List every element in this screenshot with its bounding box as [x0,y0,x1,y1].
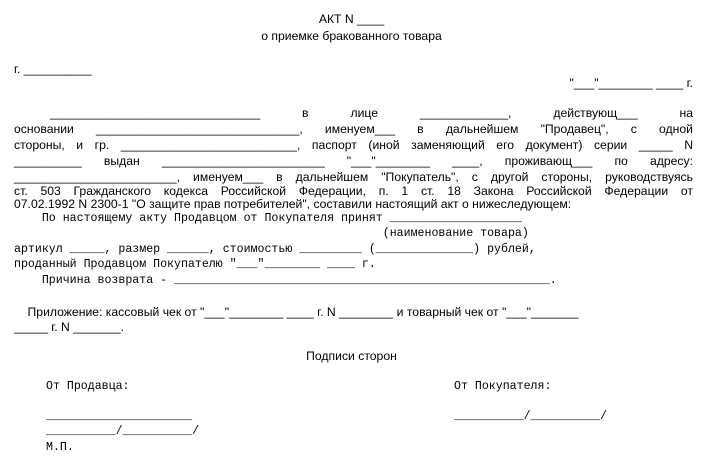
body-line-2: основании ______________________________, именуем___ в дальнейшем "Продавец", с одной [14,122,693,136]
article-size-price-line: артикул _____, размер ______, стоимостью _________ (______________) рублей, [14,243,536,256]
body-line-6: ст. 503 Гражданского кодекса Российской Федерации, п. 1 ст. 18 Закона Российской Федерации от [14,184,693,198]
appendix-line-1: Приложение: кассовый чек от "___"________ ____ г. N ________ и товарный чек от "___"_______ [14,305,579,319]
act-title: АКТ N ____ [318,12,385,26]
body-line-5: ________________________, именуем___ в дальнейшем "Покупатель", с другой стороны, руководствуясь [14,170,693,184]
signatures-heading: Подписи сторон [306,349,397,363]
body-line-4: __________ выдан ________________________ "___"________ ____, проживающ___ по адресу: [14,154,693,168]
body-line-1: _______________________________ в лице _____________, действующ___ на [50,106,693,120]
seller-signature-line: _____________________ [46,410,193,423]
seller-label: От Продавца: [46,380,130,393]
act-accepted-line: По настоящему акту Продавцом от Покупателя принят ___________________ [14,212,522,225]
goods-name-caption: (наименование товара) [14,227,529,240]
body-line-7: 07.02.1992 N 2300-1 "О защите прав потребителей", составили настоящий акт о нижеследующем: [14,197,572,211]
act-subtitle: о приемке бракованного товара [261,29,442,43]
appendix-line-2: _____ г. N _______. [14,320,125,334]
date-line: "___"________ ____ г. [569,76,693,90]
buyer-signature-line: __________/__________/ [454,410,608,423]
sold-date-line: проданный Продавцом Покупателю "___"________ ____ г. [14,258,376,271]
stamp-label: М.П. [46,441,74,454]
place-line: г. __________ [14,62,92,76]
buyer-label: От Покупателя: [454,380,552,393]
seller-name-signature-line: __________/__________/ [46,425,200,438]
body-line-3: стороны, и гр. __________________________, паспорт (иной заменяющий его документ) серии _____ N [14,138,693,152]
return-reason-line: Причина возврата - ______________________________________________________. [14,274,557,287]
